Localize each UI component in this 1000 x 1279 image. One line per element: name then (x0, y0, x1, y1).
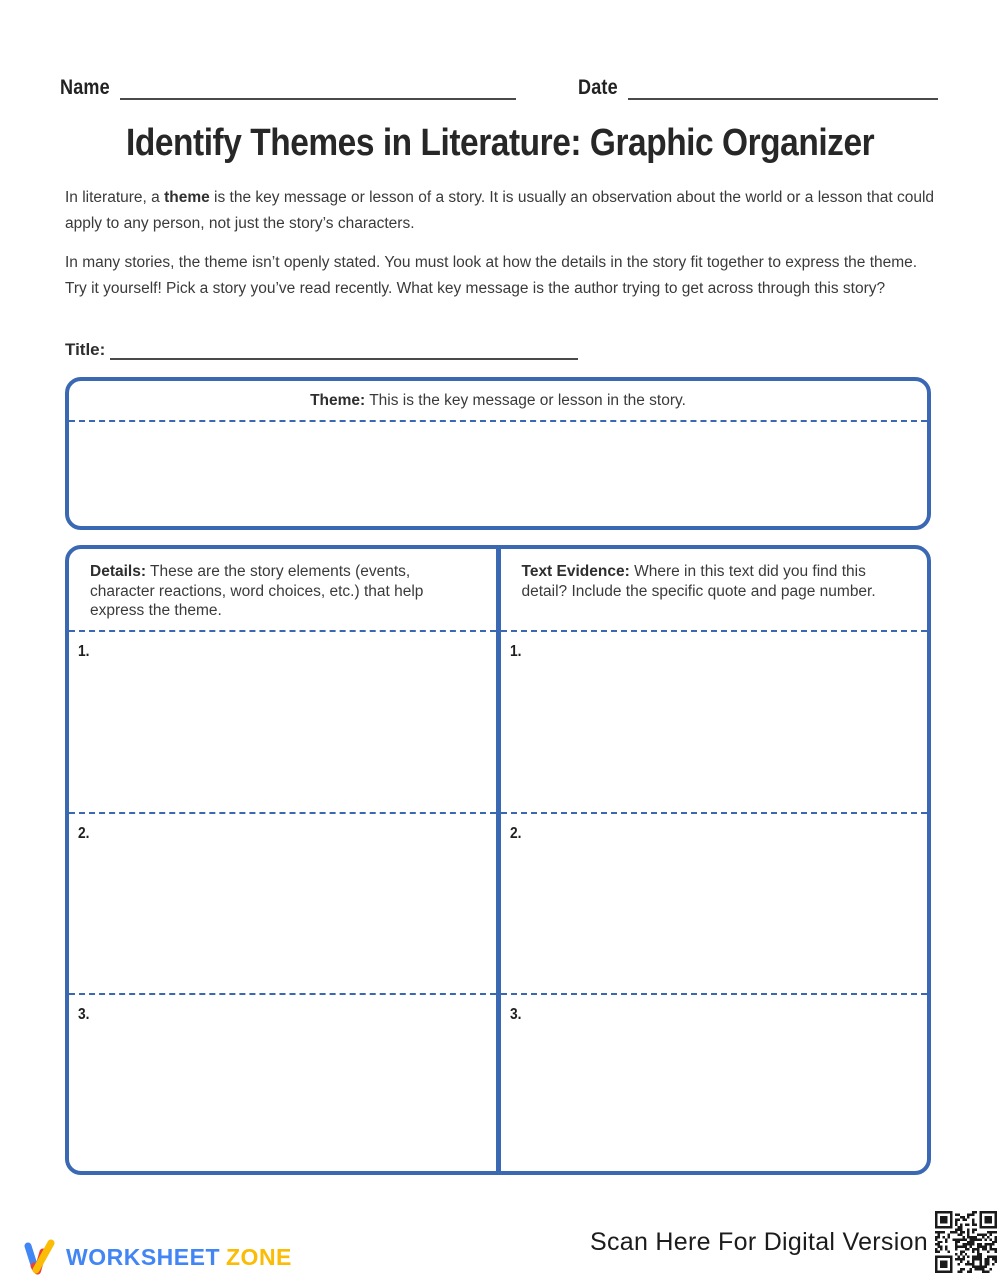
evidence-row-1-number: 1. (509, 643, 521, 660)
theme-box (65, 377, 931, 530)
page-title-wrap (0, 122, 1000, 165)
evidence-row-2-number: 2. (509, 825, 521, 842)
scan-here-text: Scan Here For Digital Version (589, 1227, 928, 1256)
details-row-2-number: 2. (78, 825, 90, 842)
theme-description: This is the key message or lesson in the story. (369, 391, 686, 409)
details-column-header (69, 549, 496, 630)
worksheet-zone-logo-icon (23, 1238, 57, 1276)
date-blank-line (628, 76, 938, 100)
brand-name-zone: ZONE (226, 1243, 292, 1270)
intro-p1-before: In literature, a (65, 189, 165, 206)
text-evidence-column (501, 549, 928, 1171)
details-row-1-number: 1. (78, 643, 90, 660)
title-field-label: Title: (65, 340, 106, 359)
title-field-row (65, 340, 578, 360)
details-row-1 (69, 630, 496, 812)
brand-name-worksheet: WORKSHEET (66, 1243, 220, 1270)
intro-p1-bold-theme: theme (164, 189, 210, 206)
title-blank-line (110, 340, 578, 360)
evidence-row-2 (501, 812, 928, 993)
theme-label: Theme: (310, 391, 366, 409)
intro-p1-after: is the key message or lesson of a story. It is usually an observation about the world or a lesson that could apply to any person, not just the story’s characters. (65, 189, 935, 232)
worksheet-zone-logo (23, 1238, 292, 1276)
page-title: Identify Themes in Literature: Graphic Organizer (125, 122, 875, 164)
header-row (60, 76, 938, 100)
intro-paragraph-1 (65, 185, 937, 237)
theme-box-header (69, 381, 927, 422)
details-column (69, 549, 496, 1171)
details-label: Details: (90, 563, 146, 580)
details-evidence-box (65, 545, 931, 1175)
name-label: Name (60, 76, 110, 99)
name-blank-line (120, 76, 516, 100)
text-evidence-column-header (501, 549, 928, 630)
evidence-row-3-number: 3. (509, 1006, 521, 1023)
text-evidence-label: Text Evidence: (521, 563, 630, 580)
evidence-row-1 (501, 630, 928, 812)
intro-paragraph-2: In many stories, the theme isn’t openly stated. You must look at how the details in the story fit together to express the theme. Try it yourself! Pick a story you’ve read recently. What key message is the author trying to get across through this story? (65, 254, 918, 297)
details-description: These are the story elements (events, character reactions, word choices, etc.) that help express the theme. (90, 563, 424, 619)
details-row-2 (69, 812, 496, 993)
theme-write-area (69, 422, 927, 530)
text-evidence-description: Where in this text did you find this detail? Include the specific quote and page number. (521, 563, 876, 600)
details-row-3 (69, 993, 496, 1171)
date-label: Date (578, 76, 618, 99)
qr-code (935, 1211, 997, 1273)
details-row-3-number: 3. (78, 1006, 90, 1023)
footer-scan-area (590, 1211, 997, 1273)
evidence-row-3 (501, 993, 928, 1171)
